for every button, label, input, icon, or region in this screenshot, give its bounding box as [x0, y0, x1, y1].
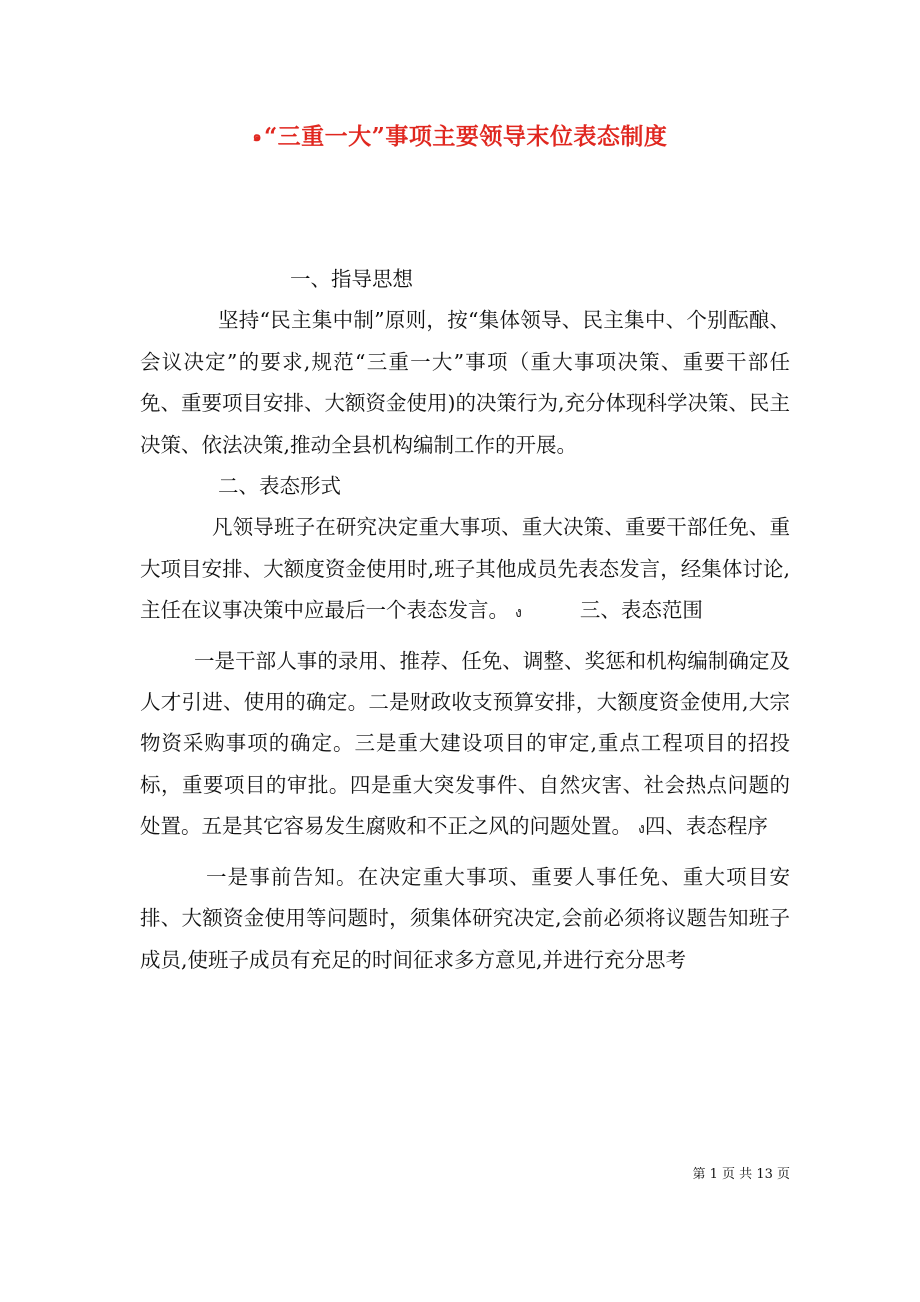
paragraph-statement-procedure: 一是事前告知。在决定重大事项、重要人事任免、重大项目安排、大额资金使用等问题时，须集体研究决定,会前必须将议题告知班子成员,使班子成员有充足的时间征求多方意见,并进行充分思考 [140, 864, 790, 972]
section-heading-statement-procedure: 四、表态程序 [644, 814, 768, 839]
statement-scope-text: 一是干部人事的录用、推荐、任免、调整、奖惩和机构编制确定及人才引进、使用的确定。二是财政收支预算安排，大额度资金使用,大宗物资采购事项的确定。三是重大建设项目的审定,重点工程项目的招投标，重要项目的审批。四是重大突发事件、自然灾害、社会热点问题的处置。五是其它容易发生腐败和不正之风的问题处置。 [140, 648, 790, 839]
section-heading-statement-scope: 三、表态范围 [579, 598, 703, 623]
section-heading-statement-form: 二、表态形式 [218, 474, 341, 499]
section-heading-guiding-thought: 一、指导思想 [290, 267, 413, 291]
page-number-footer: 第 1 页 共 13 页 [692, 1167, 790, 1182]
paragraph-mark: ง [515, 605, 522, 622]
paragraph-statement-form [140, 507, 790, 634]
title-text: “三重一大”事项主要领导末位表态制度 [263, 123, 668, 150]
document-body [140, 259, 790, 981]
paragraph-mark: ง [638, 821, 645, 838]
document-title [0, 118, 920, 151]
statement-form-text: 凡领导班子在研究决定重大事项、重大决策、重要干部任免、重大项目安排、大额度资金使用时,班子其他成员先表态发言，经集体讨论,主任在议事决策中应最后一个表态发言。 [140, 515, 790, 623]
title-mark: ๑ [252, 129, 262, 145]
paragraph-statement-scope [140, 641, 790, 851]
paragraph-guiding-thought: 坚持“民主集中制”原则，按“集体领导、民主集中、个别酝酿、会议决定”的要求,规范“三重一大”事项（重大事项决策、重要干部任免、重要项目安排、大额资金使用)的决策行为,充分体现科学决策、民主决策、依法决策,推动全县机构编制工作的开展。 [140, 308, 791, 457]
